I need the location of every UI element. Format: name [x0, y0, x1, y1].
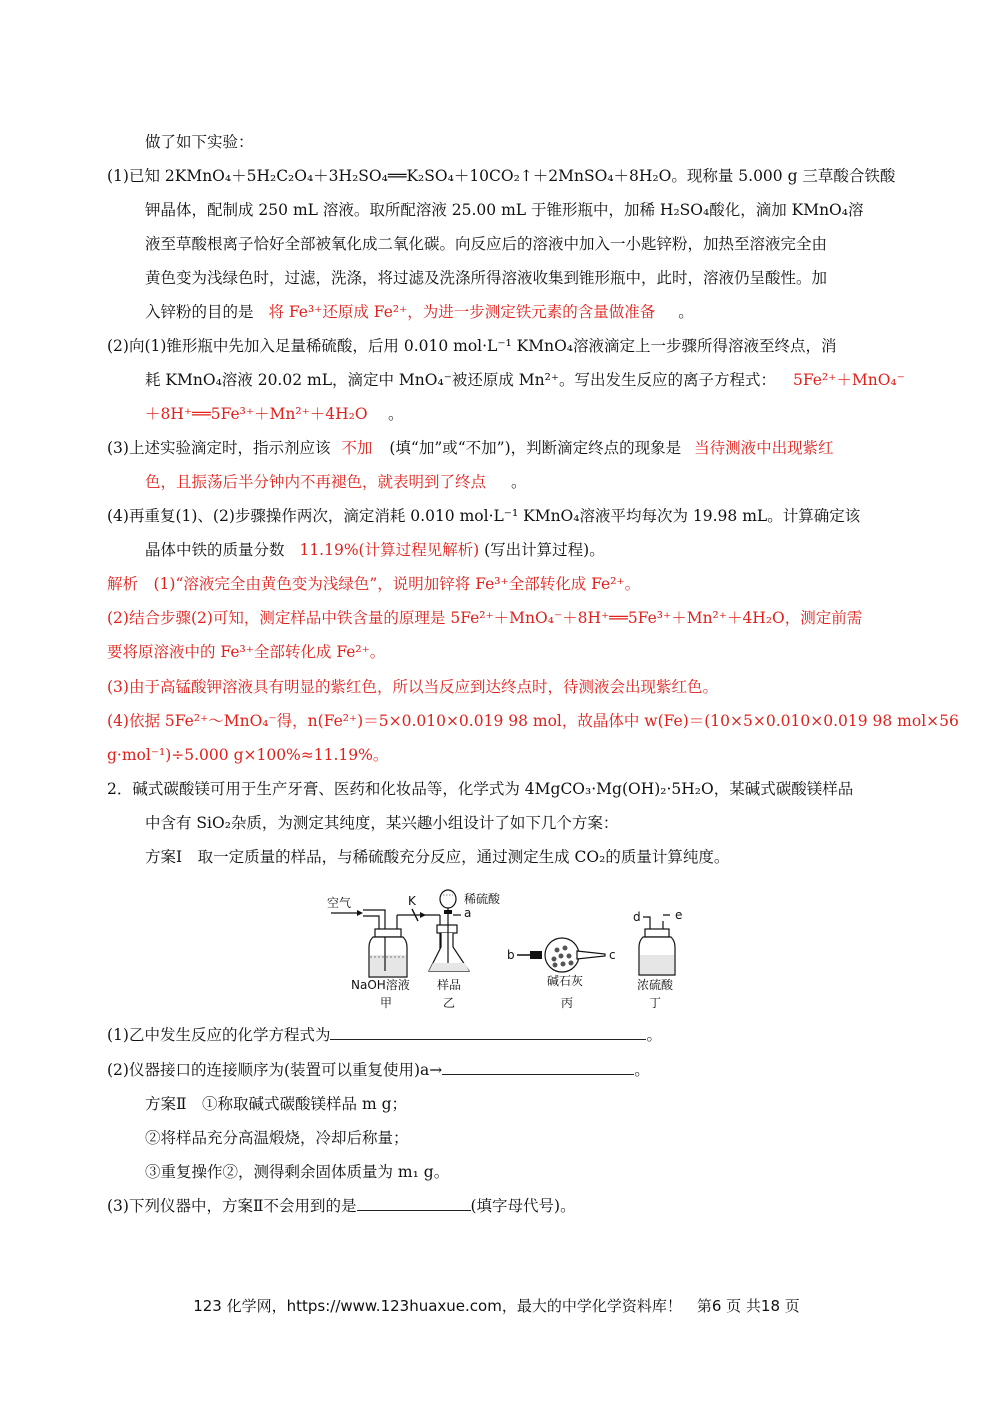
soda-lime-label: 碱石灰: [547, 974, 584, 988]
question-4-line-2: [145, 539, 605, 561]
question-text: (3)上述实验滴定时，指示剂应该: [107, 439, 331, 457]
answer-text: 将 Fe³⁺还原成 Fe²⁺，为进一步测定铁元素的含量做准备: [268, 303, 656, 321]
question-text: (写出计算过程)。: [484, 541, 605, 559]
question-2-2-line: [107, 1059, 650, 1081]
question-2-3-line: [107, 1195, 576, 1217]
question-2-line-3-end: [388, 403, 404, 425]
answer-text: 11.19%(计算过程见解析): [299, 541, 480, 559]
port-e-label: e: [675, 908, 683, 922]
answer-text: 色，且振荡后半分钟内不再褪色，就表明到了终点: [145, 473, 487, 491]
answer-blank: [442, 1059, 634, 1075]
question-text: 入锌粉的目的是: [145, 303, 254, 321]
answer-blank: [357, 1195, 471, 1211]
answer-line: (2)结合步骤(2)可知，测定样品中铁含量的原理是 5Fe²⁺＋MnO₄⁻＋8H⁺══5Fe³⁺＋Mn²⁺＋4H₂O，测定前需: [107, 609, 863, 627]
text-line: 中含有 SiO₂杂质，为测定其纯度，某兴趣小组设计了如下几个方案：: [145, 814, 619, 832]
port-c-label: c: [609, 948, 616, 962]
arrow-head-icon: [357, 910, 363, 916]
valve-k-label: K: [408, 894, 416, 908]
answer-line: 解析 (1)“溶液完全由黄色变为浅绿色”，说明加锌将 Fe³⁺全部转化成 Fe²⁺。: [107, 575, 641, 593]
bottle-jia: [363, 910, 415, 977]
ding-label: 丁: [649, 996, 662, 1010]
yi-label: 乙: [443, 996, 456, 1010]
answer-blank: [330, 1024, 646, 1040]
port-a-label: a: [464, 906, 472, 920]
text-line: 方案Ⅰ 取一定质量的样品，与稀硫酸充分反应，通过测定生成 CO₂的质量计算纯度。: [145, 848, 730, 866]
punctuation: 。: [646, 1026, 662, 1044]
punctuation: 。: [388, 405, 404, 423]
text-line: (1)已知 2KMnO₄＋5H₂C₂O₄＋3H₂SO₄══K₂SO₄＋10CO₂↑＋2MnSO₄＋8H₂O。现称量 5.000 g 三草酸合铁酸: [107, 167, 896, 185]
page-footer: 123 化学网，https://www.123huaxue.com，最大的中学化学资料库！ 第6 页 共18 页: [193, 1297, 800, 1315]
question-2-1-line: [107, 1024, 662, 1046]
punctuation: 。: [678, 303, 694, 321]
jia-label: 甲: [380, 996, 393, 1010]
text-line: 钾晶体，配制成 250 mL 溶液。取所配溶液 25.00 mL 于锥形瓶中，加稀 H₂SO₄酸化，滴加 KMnO₄溶: [145, 201, 864, 219]
answer-text: 5Fe²⁺＋MnO₄⁻: [793, 371, 905, 389]
question-text: (2)仪器接口的连接顺序为(装置可以重复使用)a→: [107, 1061, 443, 1079]
answer-text: 当待测液中出现紫红: [694, 439, 834, 457]
question-text: 耗 KMnO₄溶液 20.02 mL，滴定中 MnO₄⁻被还原成 Mn²⁺。写出发生反应的离子方程式：: [145, 371, 777, 389]
answer-line: g·mol⁻¹)÷5.000 g×100%≈11.19%。: [107, 746, 389, 764]
bing-label: 丙: [561, 996, 574, 1010]
sample-label: 样品: [437, 978, 462, 992]
question-text: (3)下列仪器中，方案Ⅱ不会用到的是: [107, 1197, 357, 1215]
answer-line: ＋8H⁺══5Fe³⁺＋Mn²⁺＋4H₂O: [145, 405, 368, 423]
punctuation: 。: [634, 1061, 650, 1079]
question-text: (填“加”或“不加”)，判断滴定终点的现象是: [389, 439, 682, 457]
text-line: 2．碱式碳酸镁可用于生产牙膏、医药和化妆品等，化学式为 4MgCO₃·Mg(OH)₂·5H₂O，某碱式碳酸镁样品: [107, 780, 854, 798]
question-1-1-answer-line: [145, 301, 694, 323]
bottle-ding: [639, 915, 675, 975]
naoh-label: NaOH溶液: [351, 978, 410, 992]
answer-line: (3)由于高锰酸钾溶液具有明显的紫红色，所以当反应到达终点时，待测液会出现紫红色。: [107, 678, 718, 696]
question-3-line-2: [145, 471, 526, 493]
arrow-head-icon: [420, 912, 426, 918]
apparatus-figure: [325, 885, 695, 1015]
flask-yi: [429, 890, 472, 971]
acid-label: 稀硫酸: [464, 892, 501, 906]
text-line: 液至草酸根离子恰好全部被氧化成二氧化碳。向反应后的溶液中加入一小匙锌粉，加热至溶液完全由: [145, 235, 828, 253]
question-text: 晶体中铁的质量分数: [145, 541, 285, 559]
text-line: (4)再重复(1)、(2)步骤操作两次，滴定消耗 0.010 mol·L⁻¹ KMnO₄溶液平均每次为 19.98 mL。计算确定该: [107, 507, 861, 525]
air-label: 空气: [327, 896, 352, 910]
answer-text: 不加: [341, 439, 373, 457]
port-d-label: d: [633, 910, 641, 924]
question-text: (填字母代号)。: [470, 1197, 576, 1215]
text-line: (2)向(1)锥形瓶中先加入足量稀硫酸，后用 0.010 mol·L⁻¹ KMnO₄溶液滴定上一步骤所得溶液至终点，消: [107, 337, 837, 355]
conc-h2so4-label: 浓硫酸: [637, 978, 674, 992]
question-text: (1)乙中发生反应的化学方程式为: [107, 1026, 331, 1044]
text-line: 方案Ⅱ ①称取碱式碳酸镁样品 m g；: [145, 1095, 408, 1113]
punctuation: 。: [510, 473, 527, 491]
drying-tube-bing: [517, 938, 605, 972]
text-line: ②将样品充分高温煅烧，冷却后称量；: [145, 1129, 409, 1147]
answer-line: 要将原溶液中的 Fe³⁺全部转化成 Fe²⁺。: [107, 643, 386, 661]
text-line: 做了如下实验：: [145, 133, 254, 151]
question-3-line-1: [107, 437, 834, 459]
port-b-label: b: [507, 948, 515, 962]
answer-line: (4)依据 5Fe²⁺～MnO₄⁻得，n(Fe²⁺)＝5×0.010×0.019 98 mol，故晶体中 w(Fe)＝(10×5×0.010×0.019 98 mol×56: [107, 712, 959, 730]
question-2-line-2: [145, 369, 905, 391]
text-line: 黄色变为浅绿色时，过滤，洗涤，将过滤及洗涤所得溶液收集到锥形瓶中，此时，溶液仍呈酸性。加: [145, 269, 828, 287]
text-line: ③重复操作②，测得剩余固体质量为 m₁ g。: [145, 1163, 450, 1181]
